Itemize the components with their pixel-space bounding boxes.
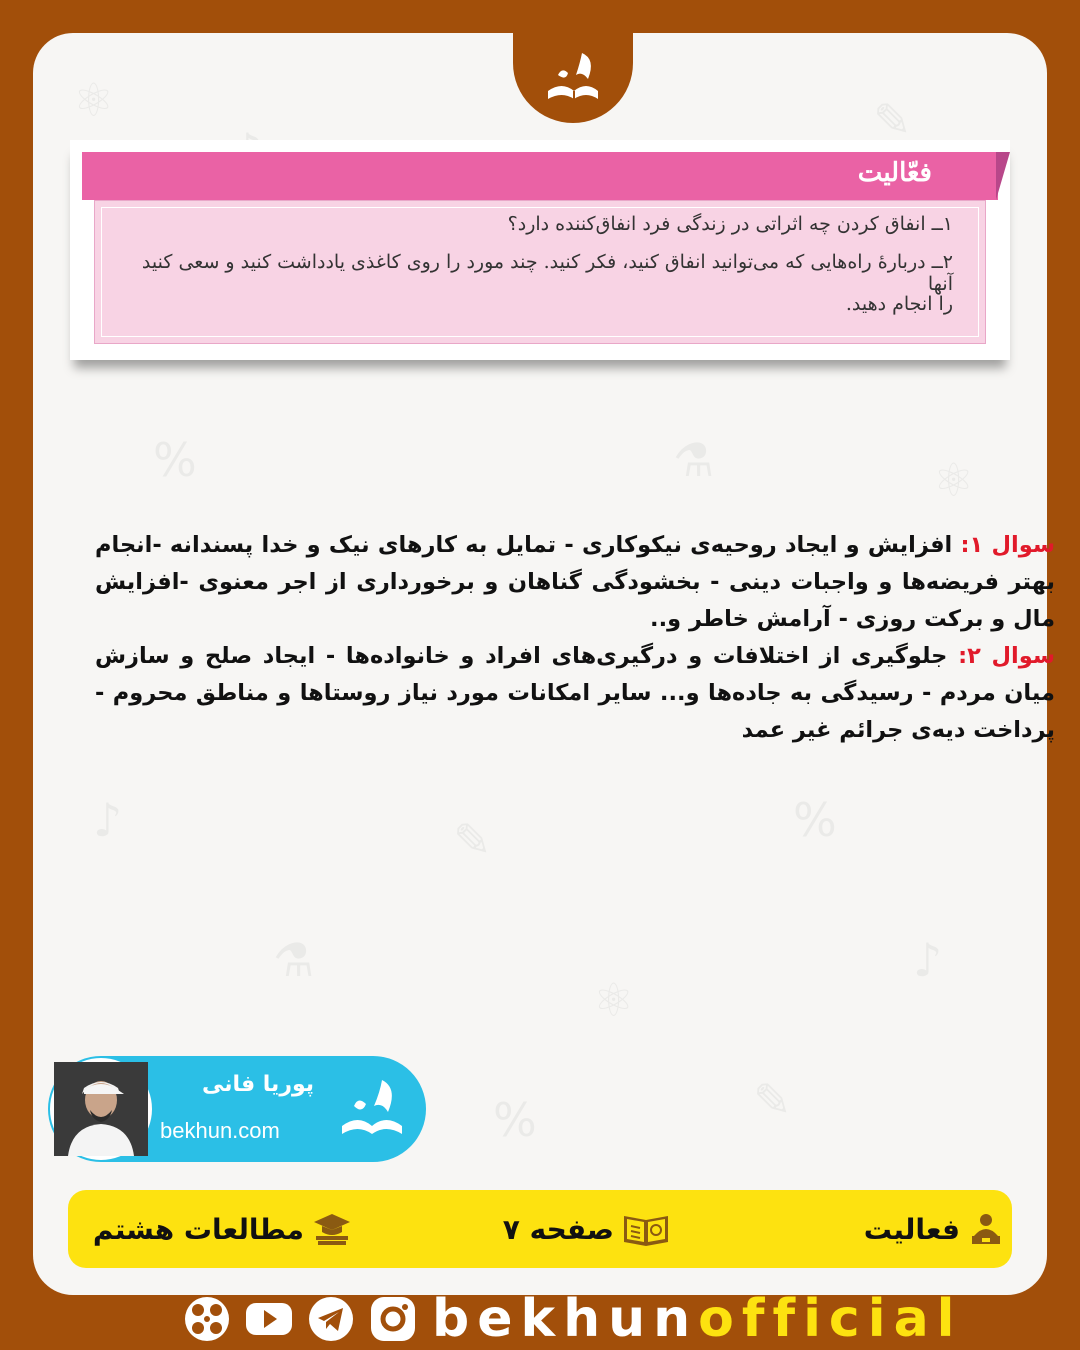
brand-yellow: official (698, 1289, 963, 1349)
youtube-icon[interactable] (244, 1294, 294, 1344)
answers-block (95, 527, 1055, 749)
section-label (864, 1190, 1004, 1268)
author-name: پوریا فانی (201, 1072, 315, 1097)
answer-2-label: سوال ۲: (958, 643, 1055, 669)
teacher-icon (968, 1212, 1004, 1246)
textbook-body (94, 200, 986, 344)
avatar (50, 1058, 152, 1160)
author-website[interactable]: bekhun.com (160, 1118, 280, 1143)
textbook-activity-image (70, 140, 1010, 360)
background-pattern: ⚛ ✎ % ⚗ ⚛ ♪ ✎ % ⚗ ⚛ ♪ % ✎ (73, 73, 975, 1147)
textbook-question-1: ۱ــ انفاق کردن چه اثراتی در زندگی فرد انفاق‌کننده دارد؟ (507, 213, 953, 235)
answer-1-label: سوال ۱: (960, 532, 1055, 558)
bekhun-logo-icon (332, 1070, 412, 1150)
answer-1-text: افزایش و ایجاد روحیه‌ی نیکوکاری - تمایل به کارهای نیک و خدا پسندانه -انجام بهتر فریضه‌ها و واجبات دینی - بخشودگی گناهان و برخورداری از اجر معنوی -افزایش مال و برکت روزی - آرامش خاطر و.. (95, 532, 1055, 632)
telegram-icon[interactable] (306, 1294, 356, 1344)
textbook-question-2-cont: را انجام دهید. (845, 293, 953, 315)
page-text: صفحه ۷ (502, 1212, 614, 1246)
brand-white: bekhun (432, 1289, 699, 1349)
page-label (503, 1190, 670, 1268)
instagram-icon[interactable] (368, 1294, 418, 1344)
book-text: مطالعات هشتم (92, 1212, 304, 1246)
info-bar (68, 1190, 1012, 1268)
textbook-title: فعّالیت (857, 158, 932, 188)
book-label (93, 1190, 352, 1268)
graduation-cap-icon (312, 1212, 352, 1246)
social-footer (0, 1288, 1080, 1350)
textbook-question-2: ۲ــ دربارهٔ راه‌هایی که می‌توانید انفاق کنید، فکر کنید. چند مورد را روی کاغذی یادداشت کنید و سعی کنید آنها (141, 251, 953, 295)
answer-2-text: جلوگیری از اختلافات و درگیری‌های افراد و خانواده‌ها - ایجاد صلح و سازش میان مردم - رسیدگی به جاده‌ها و... سایر امکانات مورد نیاز روستاها و مناطق محروم - پرداخت دیه‌ی جرائم غیر عمد (95, 643, 1055, 743)
bekhun-logo-icon (531, 40, 615, 116)
book-icon (622, 1212, 670, 1246)
textbook-header (82, 152, 998, 200)
top-logo (513, 33, 633, 123)
section-text: فعالیت (863, 1212, 960, 1246)
brand-handle[interactable] (432, 1288, 963, 1350)
author-badge[interactable] (48, 1056, 426, 1162)
aparat-icon[interactable] (182, 1294, 232, 1344)
